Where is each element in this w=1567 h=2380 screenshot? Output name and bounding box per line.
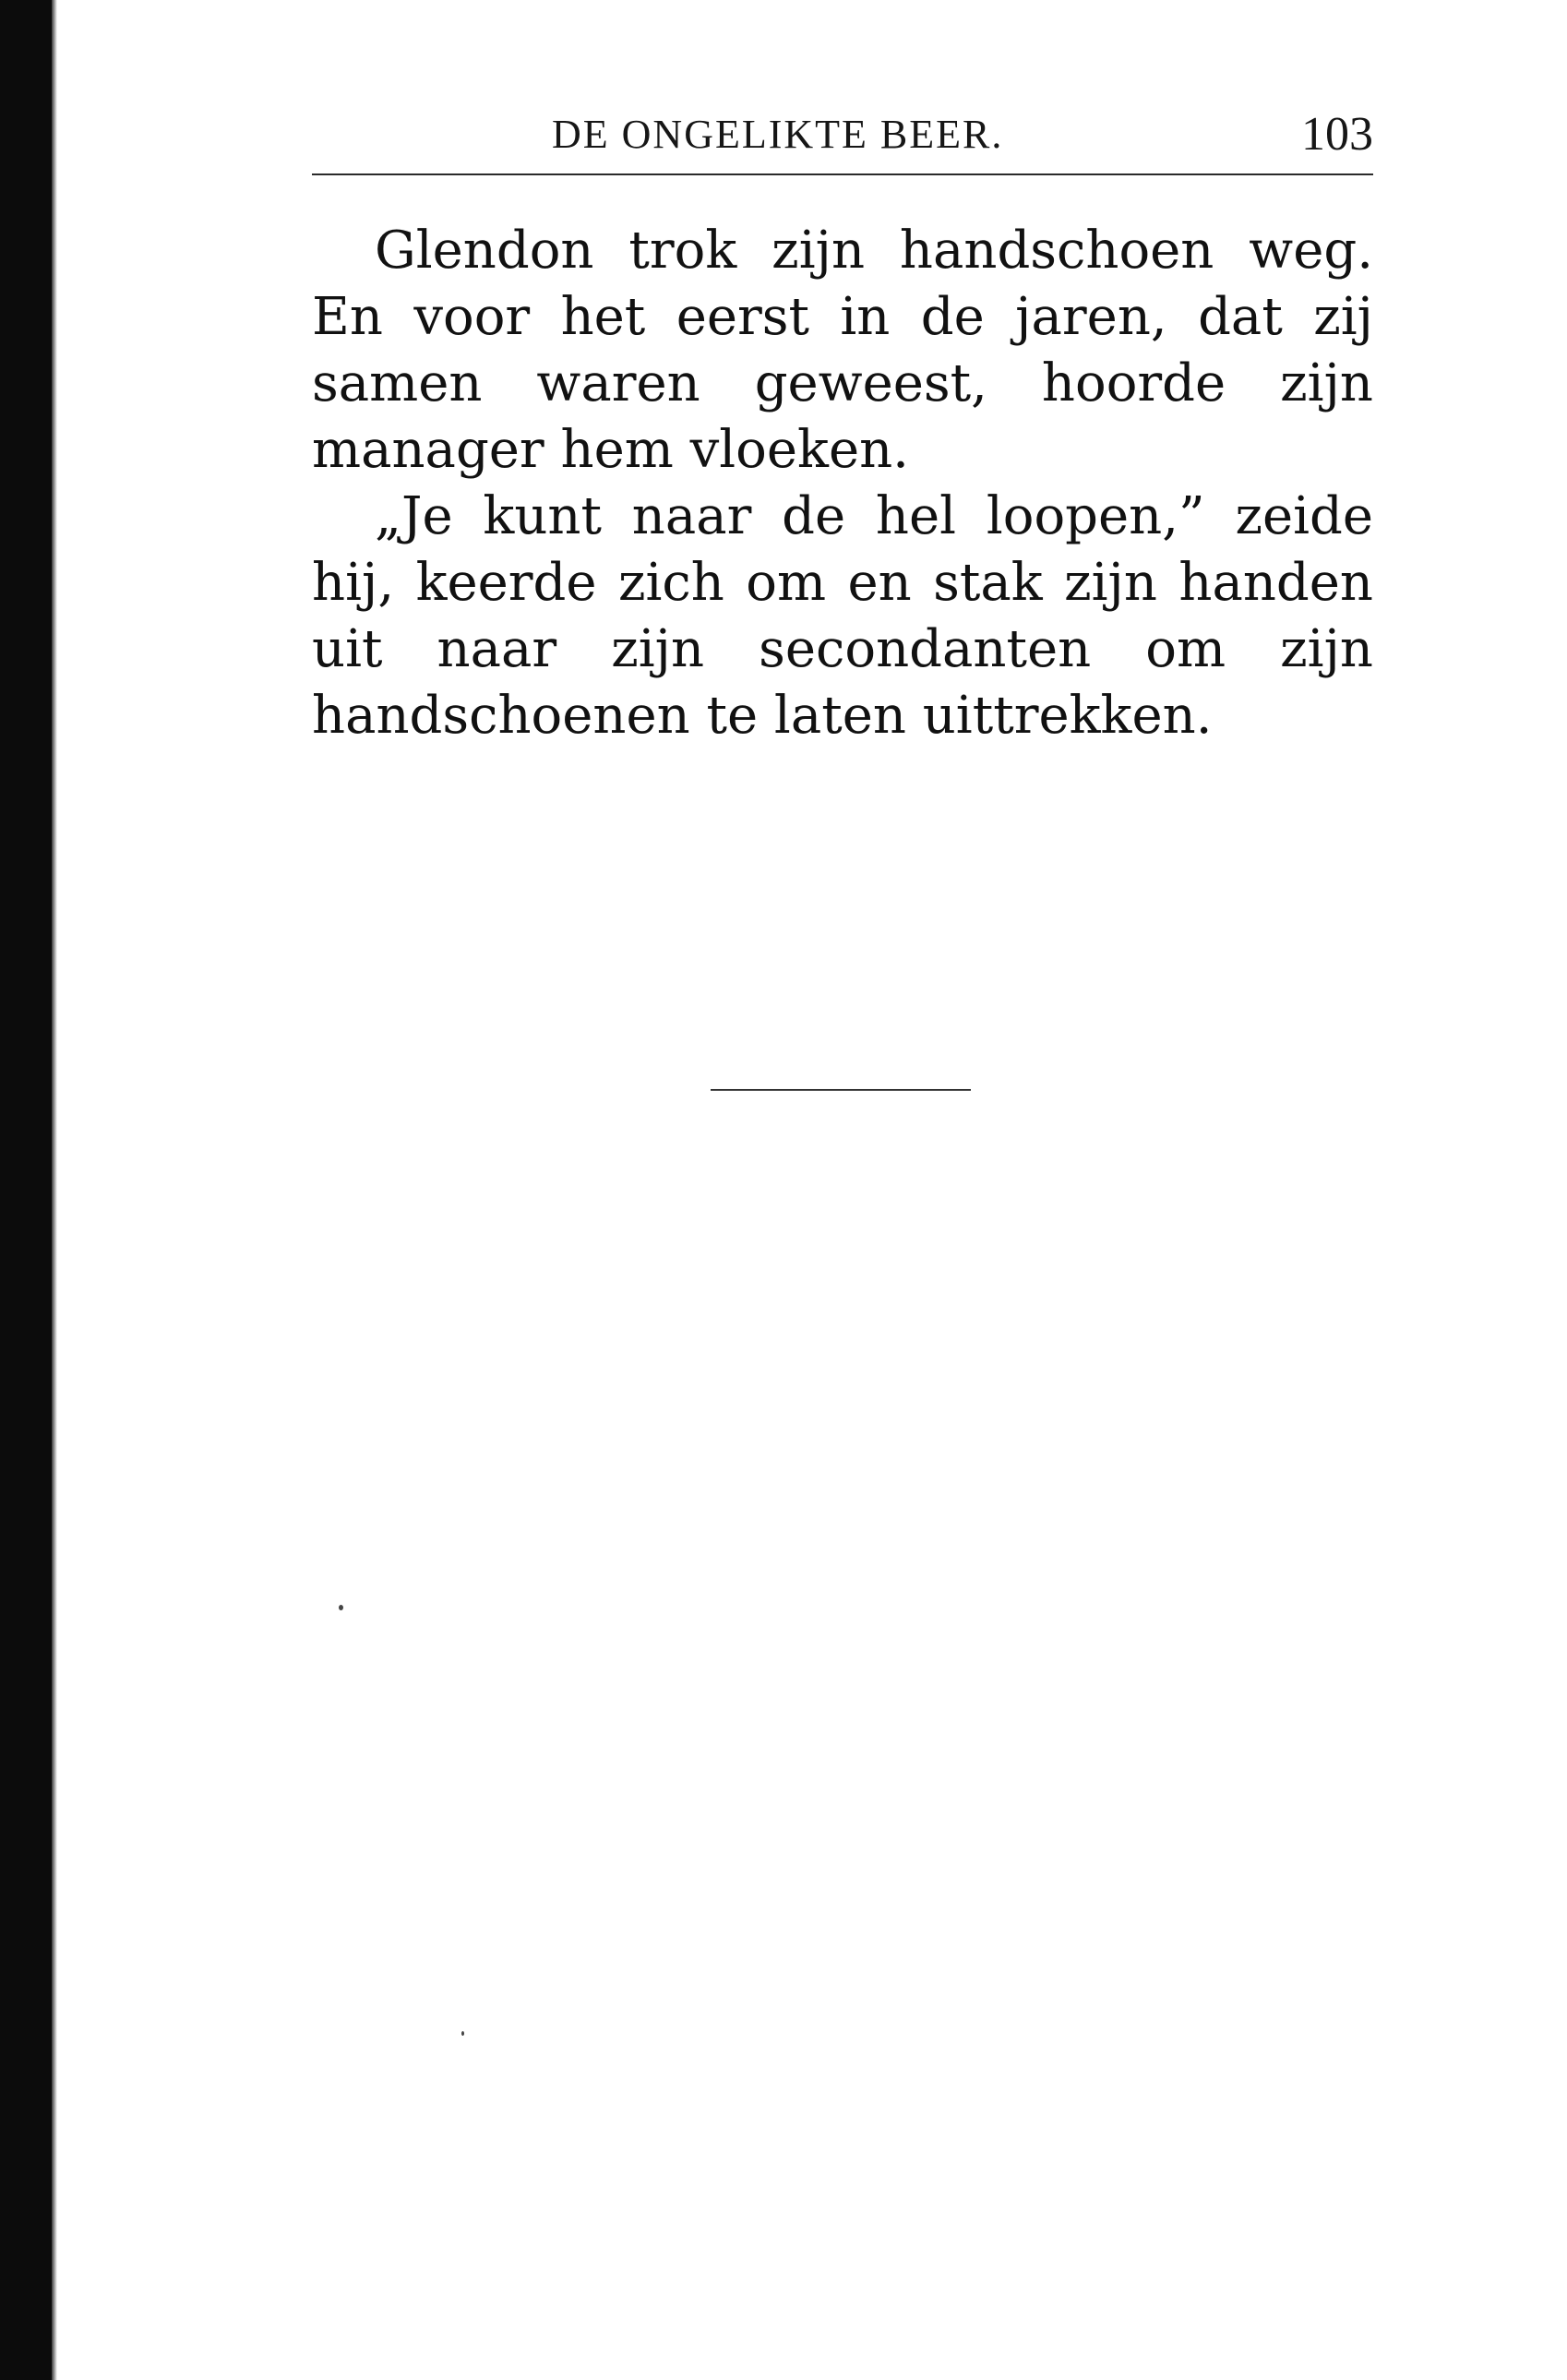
page-number: 103	[1301, 108, 1373, 161]
chapter-end-rule	[711, 1089, 971, 1091]
paragraph: „Je kunt naar de hel loopen,” zeide hij, keerde zich om en stak zijn handen uit naar zijn secondanten om zijn handschoenen te laten uittrekken.	[312, 486, 1373, 746]
running-head	[312, 100, 1373, 164]
binding-edge	[0, 0, 52, 2380]
paragraph: Glendon trok zijn handschoen weg. En voor het eerst in de jaren, dat zij samen waren geweest, hoorde zijn manager hem vloeken.	[312, 221, 1373, 480]
ink-speck	[461, 2031, 464, 2036]
running-title: DE ONGELIKTE BEER.	[552, 112, 1004, 157]
ink-speck	[339, 1605, 343, 1610]
body-text	[312, 218, 1373, 749]
header-rule	[312, 173, 1373, 175]
